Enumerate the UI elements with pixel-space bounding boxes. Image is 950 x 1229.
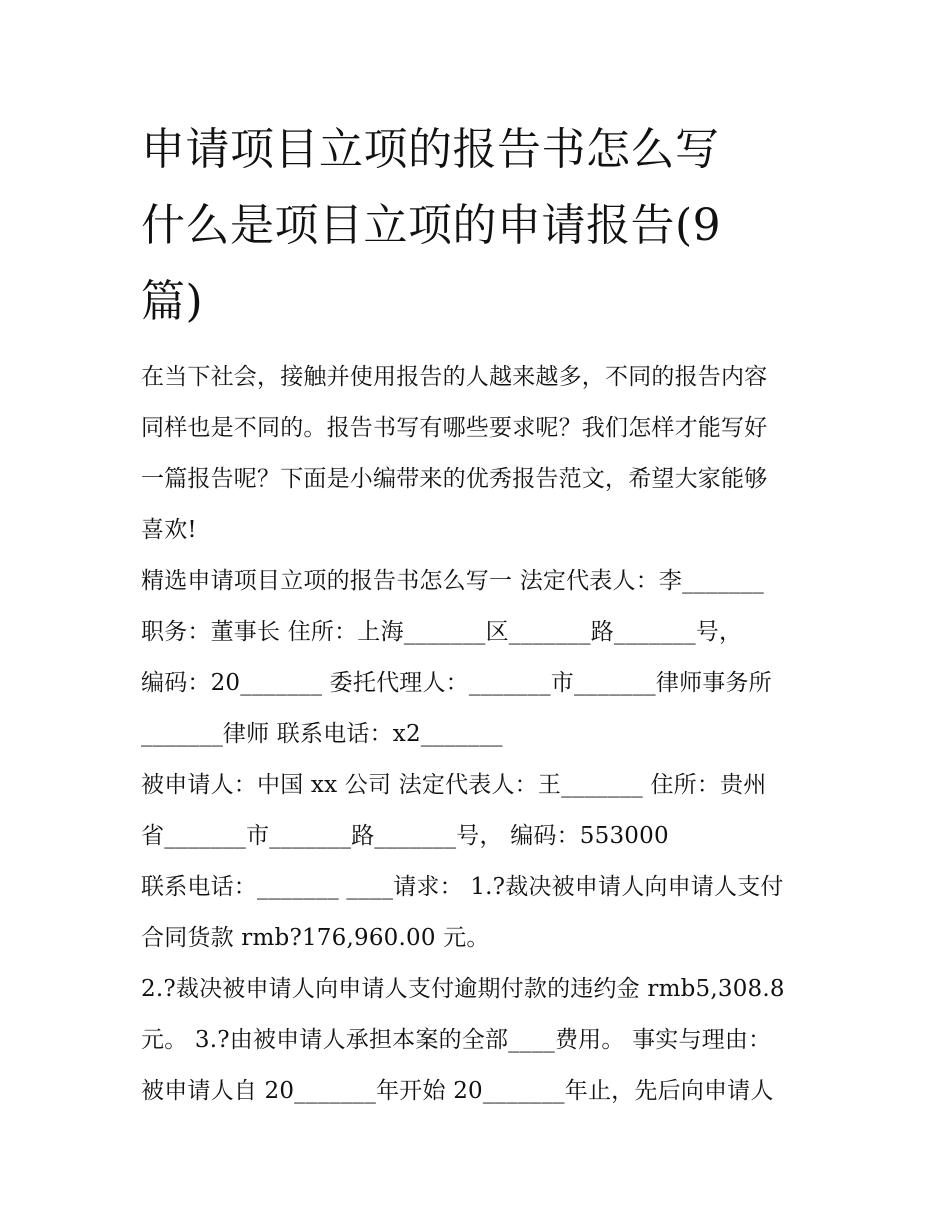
body-line: 同样也是不同的。报告书写有哪些要求呢？我们怎样才能写好 bbox=[141, 415, 768, 441]
body-line: 职务：董事长 住所：上海_______区_______路_______号， bbox=[141, 619, 743, 645]
body-line: 一篇报告呢？下面是小编带来的优秀报告范文，希望大家能够 bbox=[141, 466, 768, 492]
document-content bbox=[141, 112, 821, 1117]
body-line: 喜欢! bbox=[141, 517, 197, 543]
body-line: 精选申请项目立项的报告书怎么写一 法定代表人：李_______ bbox=[141, 568, 765, 594]
title-line: 篇) bbox=[141, 276, 204, 327]
body-line: _______律师 联系电话：x2_______ bbox=[141, 721, 503, 747]
title-line: 申请项目立项的报告书怎么写 bbox=[141, 124, 720, 175]
body-line: 在当下社会，接触并使用报告的人越来越多，不同的报告内容 bbox=[141, 364, 768, 390]
body-line: 合同货款 rmb?176,960.00 元。 bbox=[141, 925, 490, 951]
body-line: 省_______市_______路_______号， 编码：553000 bbox=[141, 823, 669, 849]
body-line: 编码：20_______ 委托代理人：_______市_______律师事务所 bbox=[141, 670, 772, 696]
body-line: 被申请人：中国 xx 公司 法定代表人：王_______ 住所：贵州 bbox=[141, 772, 767, 798]
body-line: 联系电话：_______ ____请求： 1.?裁决被申请人向申请人支付 bbox=[141, 874, 784, 900]
document-title bbox=[141, 112, 821, 340]
body-line: 2.?裁决被申请人向申请人支付逾期付款的违约金 rmb5,308.8 bbox=[141, 976, 785, 1002]
title-line: 什么是项目立项的申请报告(9 bbox=[141, 200, 722, 251]
body-line: 元。 3.?由被申请人承担本案的全部____费用。 事实与理由： bbox=[141, 1027, 772, 1053]
document-body bbox=[141, 352, 821, 1117]
body-line: 被申请人自 20_______年开始 20_______年止，先后向申请人 bbox=[141, 1078, 774, 1104]
